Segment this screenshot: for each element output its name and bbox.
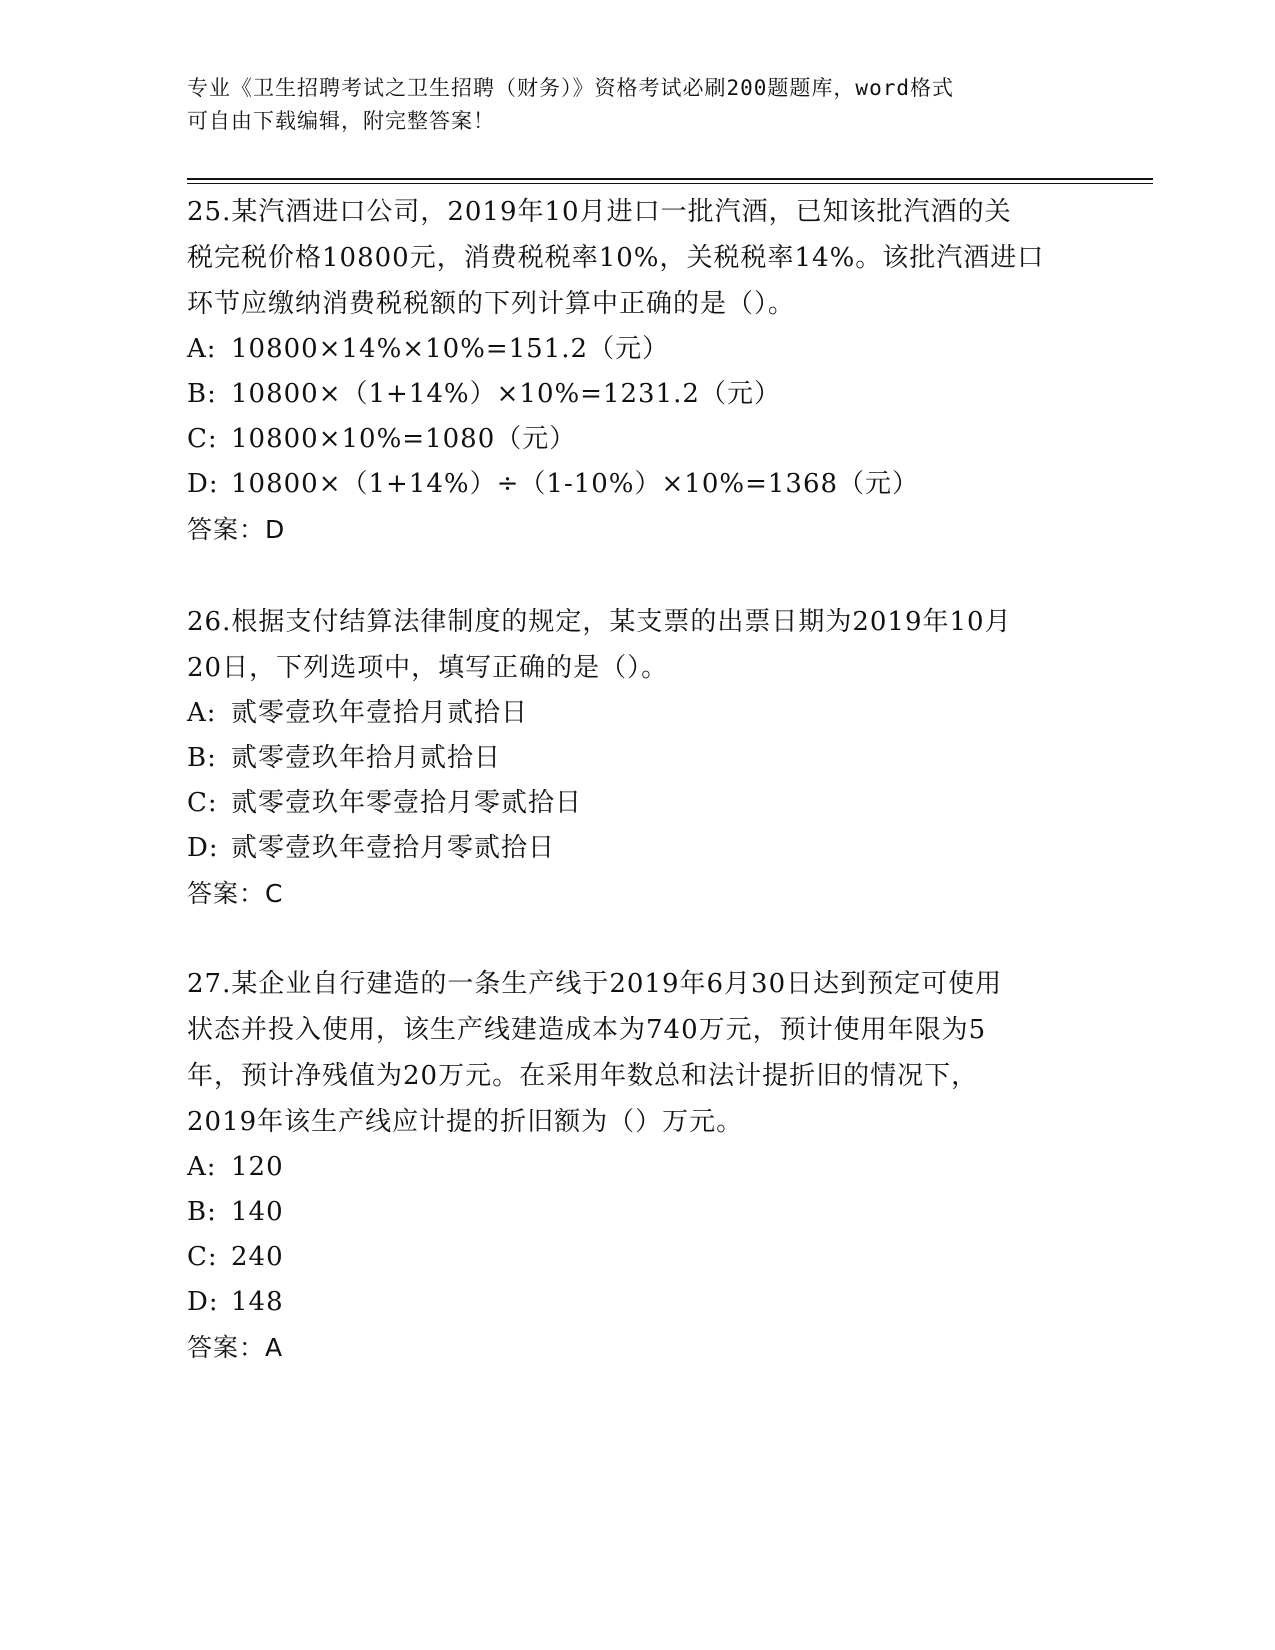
stem-line: 20日，下列选项中，填写正确的是（）。 [187,653,669,683]
stem-line: 环节应缴纳消费税税额的下列计算中正确的是（）。 [187,289,796,319]
option-a [187,1145,1067,1190]
stem-line: 27.某企业自行建造的一条生产线于2019年6月30日达到预定可使用 [187,969,1003,999]
option-letter: D: [187,469,219,499]
option-c [187,781,1067,826]
header-line-1: 专业《卫生招聘考试之卫生招聘（财务）》资格考试必刷200题题库，word格式 [187,76,954,100]
option-c [187,1235,1067,1280]
answer-line: 答案：D [187,515,286,544]
option-text: 10800×14%×10%=151.2（元） [231,334,670,364]
option-text: 贰零壹玖年拾月贰拾日 [231,743,502,773]
option-d [187,462,1067,507]
header-line-2: 可自由下载编辑，附完整答案！ [187,109,495,133]
option-text: 贰零壹玖年壹拾月贰拾日 [231,698,529,728]
option-letter: C: [187,1242,218,1272]
header-rule-thin [187,183,1153,184]
option-a [187,327,1067,372]
question-27 [187,961,1067,1371]
option-letter: A: [187,1152,217,1182]
stem-line: 2019年该生产线应计提的折旧额为（）万元。 [187,1107,744,1137]
header-rule-thick [187,178,1153,180]
stem-line: 年，预计净残值为20万元。在采用年数总和法计提折旧的情况下， [187,1061,979,1091]
option-d [187,826,1067,871]
option-text: 贰零壹玖年壹拾月零贰拾日 [231,833,556,863]
option-text: 240 [231,1242,284,1272]
option-letter: B: [187,379,217,409]
option-letter: D: [187,833,219,863]
question-stem [187,189,1067,327]
stem-line: 税完税价格10800元，消费税税率10%，关税税率14%。该批汽酒进口 [187,243,1045,273]
question-26 [187,599,1067,917]
option-letter: D: [187,1287,219,1317]
option-b [187,736,1067,781]
option-text: 10800×10%=1080（元） [231,424,577,454]
option-b [187,372,1067,417]
document-header [187,72,1067,138]
stem-line: 25.某汽酒进口公司，2019年10月进口一批汽酒，已知该批汽酒的关 [187,197,1012,227]
option-text: 贰零壹玖年零壹拾月零贰拾日 [231,788,583,818]
option-letter: B: [187,743,217,773]
option-letter: B: [187,1197,217,1227]
answer-line: 答案：A [187,1333,284,1362]
option-text: 120 [231,1152,284,1182]
option-text: 10800×（1+14%）÷（1-10%）×10%=1368（元） [231,469,920,499]
option-text: 10800×（1+14%）×10%=1231.2（元） [231,379,781,409]
question-stem [187,599,1067,691]
option-c [187,417,1067,462]
option-text: 148 [231,1287,284,1317]
question-25 [187,189,1067,553]
option-a [187,691,1067,736]
option-letter: C: [187,424,218,454]
question-stem [187,961,1067,1145]
answer-line: 答案：C [187,879,284,908]
option-d [187,1280,1067,1325]
option-b [187,1190,1067,1235]
option-letter: A: [187,334,217,364]
stem-line: 状态并投入使用，该生产线建造成本为740万元，预计使用年限为5 [187,1015,987,1045]
stem-line: 26.根据支付结算法律制度的规定，某支票的出票日期为2019年10月 [187,607,1012,637]
option-letter: C: [187,788,218,818]
option-text: 140 [231,1197,284,1227]
option-letter: A: [187,698,217,728]
